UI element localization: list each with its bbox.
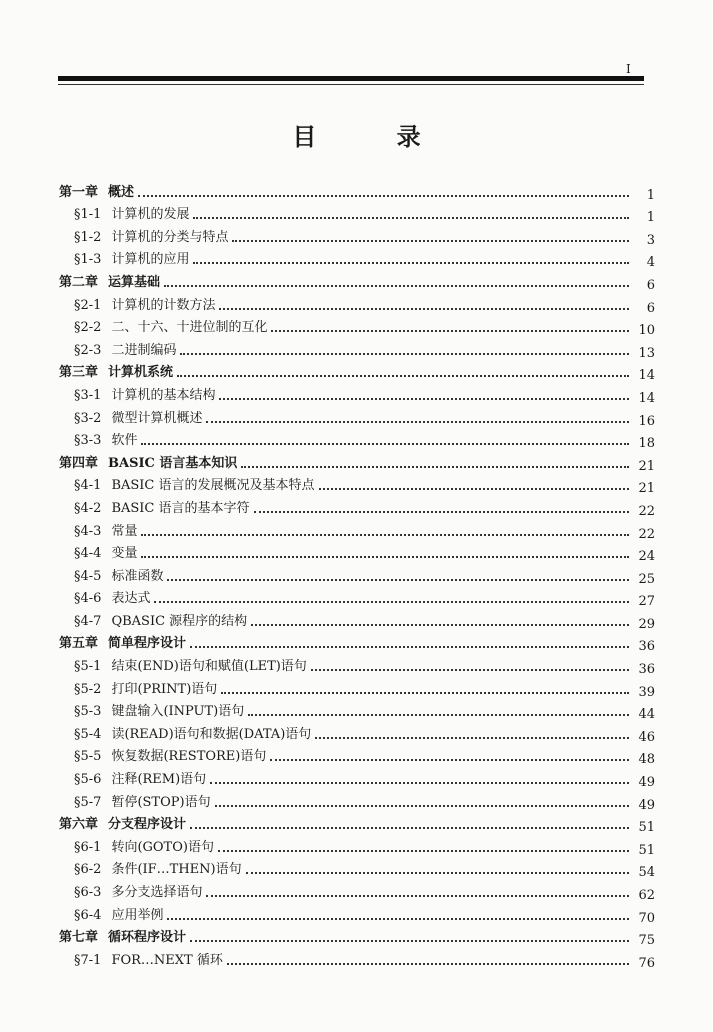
toc-entry-label: [74, 678, 217, 697]
section-number: §1-1: [74, 207, 102, 223]
dot-leader: [177, 374, 629, 377]
toc-entry-label: [74, 949, 223, 968]
toc-entry-label: [74, 791, 211, 810]
page-ref: 27: [638, 594, 655, 610]
toc-entry-label: [59, 452, 237, 471]
dot-leader: [319, 487, 630, 490]
page-ref: 49: [638, 775, 655, 791]
page-ref: 22: [638, 526, 655, 542]
page-ref: 75: [638, 933, 655, 949]
section-number: §5-3: [74, 704, 102, 720]
toc-section-row: [59, 742, 655, 768]
chapter-number: 第二章: [59, 274, 99, 290]
page-ref: 18: [638, 436, 655, 452]
section-title: 变量: [111, 546, 138, 562]
toc-section-row: [59, 516, 655, 542]
chapter-number: 第三章: [59, 365, 99, 381]
toc-chapter-row: [59, 448, 655, 474]
toc-section-row: [59, 380, 655, 406]
dot-leader: [193, 261, 629, 264]
section-number: §3-3: [74, 433, 102, 449]
section-number: §5-6: [74, 772, 102, 788]
section-number: §2-1: [74, 297, 102, 313]
dot-leader: [180, 352, 629, 355]
toc-entry-label: [74, 836, 214, 855]
header-rule-thin: [58, 84, 644, 85]
page-ref: 14: [638, 390, 655, 406]
section-title: 暂停(STOP)语句: [111, 794, 211, 810]
toc-section-row: [59, 832, 655, 858]
page-ref: 46: [638, 729, 655, 745]
section-number: §4-5: [74, 568, 102, 584]
toc-chapter-row: [59, 358, 655, 384]
section-number: §5-1: [74, 659, 102, 675]
toc-entry-label: [74, 294, 215, 313]
chapter-title: 分支程序设计: [108, 817, 187, 833]
toc-section-row: [59, 539, 655, 565]
table-of-contents: [59, 177, 655, 971]
page-ref: 6: [646, 300, 655, 316]
toc-section-row: [59, 651, 655, 678]
page-ref: 14: [638, 368, 655, 384]
dot-leader: [210, 781, 629, 784]
dot-leader: [315, 736, 629, 739]
page-ref: 16: [638, 413, 655, 429]
dot-leader: [141, 533, 629, 536]
section-title: 读(READ)语句和数据(DATA)语句: [111, 726, 312, 742]
section-title: 常量: [111, 523, 138, 539]
chapter-number: 第六章: [59, 817, 99, 833]
toc-entry-label: [74, 700, 244, 719]
section-title: BASIC 语言的基本字符: [111, 500, 250, 516]
section-number: §2-3: [74, 342, 102, 358]
page-ref: 21: [638, 481, 655, 497]
toc-entry-label: [74, 768, 206, 787]
section-title: 计算机的分类与特点: [111, 229, 229, 245]
dot-leader: [254, 510, 630, 513]
toc-section-row: [59, 290, 655, 316]
toc-section-row: [59, 584, 655, 610]
section-number: §4-6: [74, 591, 102, 607]
toc-section-row: [59, 674, 655, 700]
toc-entry-label: [59, 632, 186, 651]
dot-leader: [215, 804, 629, 807]
section-number: §6-4: [74, 907, 102, 923]
toc-section-row: [59, 945, 655, 971]
section-number: §4-7: [74, 613, 102, 629]
toc-section-row: [59, 855, 655, 881]
toc-entry-label: [59, 813, 186, 832]
section-title: 软件: [111, 433, 138, 449]
toc-chapter-row: [59, 629, 655, 655]
section-number: §5-5: [74, 749, 102, 765]
dot-leader: [141, 555, 629, 558]
section-number: §5-4: [74, 726, 102, 742]
dot-leader: [141, 442, 629, 445]
toc-section-row: [59, 403, 655, 429]
chapter-title: 运算基础: [108, 274, 161, 290]
toc-entry-label: [74, 248, 189, 267]
dot-leader: [270, 758, 629, 761]
chapter-title: 循环程序设计: [108, 930, 187, 946]
toc-entry-label: [74, 497, 250, 516]
dot-leader: [218, 849, 629, 852]
dot-leader: [246, 871, 629, 874]
page-ref: 48: [638, 752, 655, 768]
page-ref: 36: [638, 662, 655, 678]
chapter-title: 计算机系统: [108, 365, 174, 381]
page-ref: 62: [638, 888, 655, 903]
dot-leader: [311, 668, 629, 671]
section-title: BASIC 语言的发展概况及基本特点: [111, 478, 315, 494]
section-number: §3-1: [74, 387, 102, 403]
section-title: QBASIC 源程序的结构: [111, 613, 248, 629]
toc-entry-label: [74, 745, 266, 764]
chapter-title: BASIC 语言基本知识: [108, 455, 238, 471]
section-title: 微型计算机概述: [111, 410, 203, 426]
page-ref: 1: [646, 187, 655, 203]
section-number: §6-2: [74, 862, 102, 878]
toc-entry-label: [74, 520, 137, 539]
toc-section-row: [59, 335, 655, 361]
page-ref: 54: [638, 865, 655, 881]
chapter-number: 第一章: [59, 184, 99, 200]
toc-entry-label: [74, 203, 189, 222]
toc-section-row: [59, 606, 655, 632]
chapter-number: 第四章: [59, 455, 99, 471]
page-title: 目 录: [292, 122, 457, 151]
page-ref: 13: [638, 345, 655, 361]
header-rule-thick: [58, 76, 644, 81]
page-ref: 6: [646, 277, 655, 293]
dot-leader: [251, 623, 629, 626]
dot-leader: [190, 826, 629, 829]
dot-leader: [248, 713, 629, 716]
page-ref: 70: [638, 910, 655, 926]
page-ref: 3: [646, 232, 655, 248]
section-number: §6-3: [74, 885, 102, 900]
toc-section-row: [59, 900, 655, 926]
section-number: §4-1: [74, 478, 102, 494]
toc-entry-label: [74, 542, 137, 561]
section-title: 恢复数据(RESTORE)语句: [111, 749, 267, 765]
section-title: 注释(REM)语句: [111, 772, 207, 788]
section-title: 计算机的应用: [111, 252, 190, 268]
page-ref: 51: [638, 820, 655, 836]
toc-entry-label: [74, 407, 202, 426]
dot-leader: [190, 645, 629, 648]
section-title: 二进制编码: [111, 342, 177, 358]
section-title: 二、十六、十进位制的互化: [111, 320, 268, 336]
page-ref: 4: [646, 255, 655, 271]
section-title: 表达式: [111, 591, 151, 607]
section-number: §1-2: [74, 229, 102, 245]
dot-leader: [227, 962, 629, 965]
toc-entry-label: [74, 565, 163, 584]
section-title: FOR…NEXT 循环: [111, 952, 223, 968]
page-ref: 39: [638, 684, 655, 700]
toc-entry-label: [74, 429, 137, 448]
section-title: 应用举例: [111, 907, 164, 923]
section-number: §5-2: [74, 681, 102, 697]
toc-section-row: [59, 426, 655, 452]
section-title: 打印(PRINT)语句: [111, 681, 218, 697]
page-ref: 36: [638, 639, 655, 655]
toc-chapter-row: [59, 810, 655, 836]
section-number: §3-2: [74, 410, 102, 426]
section-number: §5-7: [74, 794, 102, 810]
section-number: §1-3: [74, 252, 102, 268]
page-ref: 51: [638, 842, 655, 858]
dot-leader: [219, 307, 629, 310]
toc-entry-label: [74, 881, 202, 900]
section-title: 标准函数: [111, 568, 164, 584]
dot-leader: [221, 691, 629, 694]
page-ref: 44: [638, 707, 655, 723]
toc-entry-label: [74, 610, 247, 629]
toc-entry-label: [74, 316, 267, 335]
section-title: 计算机的基本结构: [111, 387, 216, 403]
section-number: §4-2: [74, 500, 102, 516]
page-ref: 22: [638, 503, 655, 519]
section-title: 多分支选择语句: [111, 885, 203, 900]
dot-leader: [271, 329, 629, 332]
toc-chapter-row: [59, 177, 655, 203]
page-ref: 25: [638, 571, 655, 587]
section-title: 计算机的发展: [111, 207, 190, 223]
section-number: §4-3: [74, 523, 102, 539]
dot-leader: [164, 284, 629, 287]
toc-section-row: [59, 313, 655, 339]
toc-section-row: [59, 719, 655, 745]
section-number: §4-4: [74, 546, 102, 562]
page-ref: 24: [638, 549, 655, 565]
page-ref: 76: [638, 955, 655, 971]
toc-section-row: [59, 222, 655, 248]
toc-entry-label: [74, 587, 150, 606]
toc-entry-label: [74, 474, 315, 493]
toc-entry-label: [59, 181, 134, 200]
toc-entry-label: [74, 858, 242, 877]
toc-section-row: [59, 764, 655, 791]
section-number: §6-1: [74, 839, 102, 855]
dot-leader: [167, 578, 629, 581]
toc-section-row: [59, 561, 655, 587]
section-title: 转向(GOTO)语句: [111, 839, 214, 855]
toc-section-row: [59, 877, 655, 903]
dot-leader: [219, 397, 629, 400]
dot-leader: [206, 420, 629, 423]
chapter-number: 第七章: [59, 930, 99, 946]
toc-entry-label: [59, 271, 160, 290]
dot-leader: [190, 939, 629, 942]
toc-section-row: [59, 493, 655, 519]
toc-entry-label: [74, 655, 307, 674]
dot-leader: [167, 917, 629, 920]
dot-leader: [241, 465, 629, 468]
page-number: I: [626, 62, 631, 76]
dot-leader: [138, 194, 629, 197]
toc-chapter-row: [59, 923, 655, 949]
section-title: 条件(IF…THEN)语句: [111, 862, 242, 878]
section-title: 计算机的计数方法: [111, 297, 216, 313]
chapter-title: 简单程序设计: [108, 636, 187, 652]
dot-leader: [232, 239, 629, 242]
toc-chapter-row: [59, 267, 655, 293]
section-title: 键盘输入(INPUT)语句: [111, 704, 245, 720]
toc-entry-label: [74, 904, 163, 923]
dot-leader: [193, 216, 629, 219]
section-number: §7-1: [74, 952, 102, 968]
toc-section-row: [59, 200, 655, 226]
page-ref: 10: [638, 323, 655, 339]
page-ref: 1: [646, 210, 655, 226]
toc-section-row: [59, 245, 655, 271]
toc-section-row: [59, 471, 655, 497]
page-ref: 29: [638, 616, 655, 632]
toc-section-row: [59, 697, 655, 723]
section-title: 结束(END)语句和赋值(LET)语句: [111, 659, 307, 675]
toc-section-row: [59, 787, 655, 813]
toc-entry-label: [59, 926, 186, 945]
toc-entry-label: [74, 339, 176, 358]
dot-leader: [206, 894, 629, 897]
toc-entry-label: [74, 723, 311, 742]
dot-leader: [154, 600, 629, 603]
toc-entry-label: [59, 361, 173, 380]
page-ref: 49: [638, 797, 655, 813]
page-ref: 21: [638, 458, 655, 474]
toc-entry-label: [74, 384, 215, 403]
toc-entry-label: [74, 226, 228, 245]
section-number: §2-2: [74, 320, 102, 336]
chapter-number: 第五章: [59, 636, 99, 652]
chapter-title: 概述: [108, 184, 135, 200]
